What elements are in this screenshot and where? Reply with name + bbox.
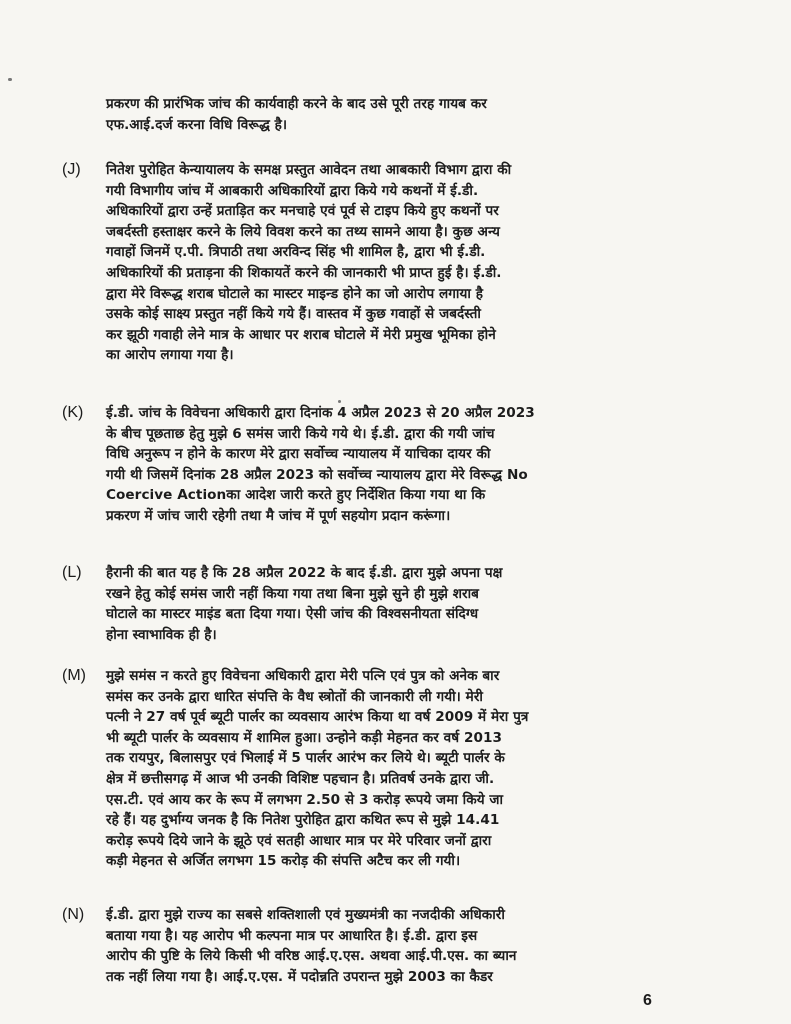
scan-speck bbox=[8, 78, 12, 81]
text-line: एस.टी. एवं आय कर के रूप में लगभग 2.50 से 3 करोड़ रूपये जमा किये जा bbox=[106, 791, 504, 808]
text-line: Coercive Actionका आदेश जारी करते हुए निर्देशित किया गया था कि bbox=[106, 487, 486, 504]
text-line: मुझे समंस न करते हुए विवेचना अधिकारी द्वारा मेरी पत्नि एवं पुत्र को अनेक बार bbox=[106, 668, 500, 684]
section-label: (L) bbox=[62, 564, 82, 581]
text-line: विधि अनुरूप न होने के कारण मेरे द्वारा सर्वोच्च न्यायालय में याचिका दायर की bbox=[106, 446, 491, 463]
text-line: प्रकरण की प्रारंभिक जांच की कार्यवाही करने के बाद उसे पूरी तरह गायब कर bbox=[106, 96, 487, 112]
text-line: प्रकरण में जांच जारी रहेगी तथा मै जांच में पूर्ण सहयोग प्रदान करूंगा। bbox=[106, 507, 451, 524]
text-line: का आरोप लगाया गया है। bbox=[106, 347, 234, 364]
text-line: पत्नी ने 27 वर्ष पूर्व ब्यूटी पार्लर का व्यवसाय आरंभ किया था वर्ष 2009 में मेरा पुत्र bbox=[106, 709, 529, 726]
section-text bbox=[106, 403, 651, 527]
text-line: नितेश पुरोहित केन्यायालय के समक्ष प्रस्तुत आवेदन तथा आबकारी विभाग द्वारा की bbox=[106, 162, 512, 178]
text-line: करोड़ रूपये दिये जाने के झूठे एवं सतही आधार मात्र पर मेरे परिवार जनों द्वारा bbox=[106, 832, 492, 849]
section-text bbox=[106, 160, 651, 366]
text-line: कर झूठी गवाही लेने मात्र के आधार पर शराब घोटाले में मेरी प्रमुख भूमिका होने bbox=[106, 326, 496, 343]
text-line: समंस कर उनके द्वारा धारित संपत्ति के वैध स्त्रोतों की जानकारी ली गयी। मेरी bbox=[106, 688, 483, 705]
text-line: गयी विभागीय जांच में आबकारी अधिकारियों द्वारा किये गये कथनों में ई.डी. bbox=[106, 182, 479, 199]
text-line: घोटाले का मास्टर माइंड बता दिया गया। ऐसी जांच की विश्वसनीयता संदिग्ध bbox=[106, 606, 479, 623]
text-line: कड़ी मेहनत से अर्जित लगभग 15 करोड़ की संपत्ति अटैच कर ली गयी। bbox=[106, 853, 461, 870]
text-line: भी ब्यूटी पार्लर के व्यवसाय में शामिल हुआ। उन्होने कड़ी मेहनत कर वर्ष 2013 bbox=[106, 729, 502, 746]
text-line: अधिकारियों की प्रताड़ना की शिकायतें करने की जानकारी भी प्राप्त हुई है। ई.डी. bbox=[106, 264, 502, 281]
text-line: अधिकारियों द्वारा उन्हें प्रताड़ित कर मनचाहे एवं पूर्व से टाइप किये हुए कथनों पर bbox=[106, 203, 499, 220]
section-text bbox=[106, 563, 651, 645]
text-line: गयी थी जिसमें दिनांक 28 अप्रैल 2023 को सर्वोच्च न्यायालय द्वारा मेरे विरूद्ध No bbox=[106, 466, 528, 483]
text-line: एफ.आई.दर्ज करना विधि विरूद्ध है। bbox=[106, 116, 288, 133]
section-label: (M) bbox=[62, 667, 86, 684]
text-line: क्षेत्र में छत्तीसगढ़ में आज भी उनकी विशिष्ट पहचान है। प्रतिवर्ष उनके द्वारा जी. bbox=[106, 770, 495, 787]
text-line: ई.डी. द्वारा मुझे राज्य का सबसे शक्तिशाली एवं मुख्यमंत्री का नजदीकी अधिकारी bbox=[106, 907, 505, 923]
page-number: 6 bbox=[643, 992, 652, 1009]
section-text bbox=[106, 905, 651, 987]
text-line: आरोप की पुष्टि के लिये किसी भी वरिष्ठ आई.ए.एस. अथवा आई.पी.एस. का ब्यान bbox=[106, 948, 517, 965]
text-line: तक रायपुर, बिलासपुर एवं भिलाई में 5 पार्लर आरंभ कर लिये थे। ब्यूटी पार्लर के bbox=[106, 750, 505, 767]
section-text bbox=[106, 666, 651, 872]
text-line: रहे हैं। यह दुर्भाग्य जनक है कि नितेश पुरोहित द्वारा कथित रूप से मुझे 14.41 bbox=[106, 812, 500, 829]
text-line: तक नहीं लिया गया है। आई.ए.एस. में पदोन्नति उपरान्त मुझे 2003 का कैडर bbox=[106, 968, 493, 985]
text-line: के बीच पूछताछ हेतु मुझे 6 समंस जारी किये गये थे। ई.डी. द्वारा की गयी जांच bbox=[106, 425, 495, 442]
text-line: बताया गया है। यह आरोप भी कल्पना मात्र पर आधारित है। ई.डी. द्वारा इस bbox=[106, 927, 478, 944]
text-line: ई.डी. जांच के विवेचना अधिकारी द्वारा दिनांक 4 अप्रैल 2023 से 20 अप्रैल 2023 bbox=[106, 405, 535, 421]
intro-text bbox=[106, 94, 651, 135]
text-line: होना स्वाभाविक ही है। bbox=[106, 626, 217, 643]
text-line: उसके कोई साक्ष्य प्रस्तुत नहीं किये गये हैं। वास्तव में कुछ गवाहों से जबर्दस्ती bbox=[106, 306, 481, 323]
text-line: रखने हेतु कोई समंस जारी नहीं किया गया तथा बिना मुझे सुने ही मुझे शराब bbox=[106, 585, 479, 602]
section-label: (N) bbox=[62, 906, 85, 923]
section-label: (J) bbox=[62, 161, 81, 178]
text-line: जबर्दस्ती हस्ताक्षर करने के लिये विवश करने का तथ्य सामने आया है। कुछ अन्य bbox=[106, 223, 500, 240]
section-label: (K) bbox=[62, 404, 84, 421]
text-line: गवाहों जिनमें ए.पी. त्रिपाठी तथा अरविन्द सिंह भी शामिल है, द्वारा भी ई.डी. bbox=[106, 244, 486, 261]
text-line: द्वारा मेरे विरूद्ध शराब घोटाले का मास्टर माइन्ड होने का जो आरोप लगाया है bbox=[106, 285, 483, 302]
text-line: हैरानी की बात यह है कि 28 अप्रैल 2022 के बाद ई.डी. द्वारा मुझे अपना पक्ष bbox=[106, 565, 503, 581]
